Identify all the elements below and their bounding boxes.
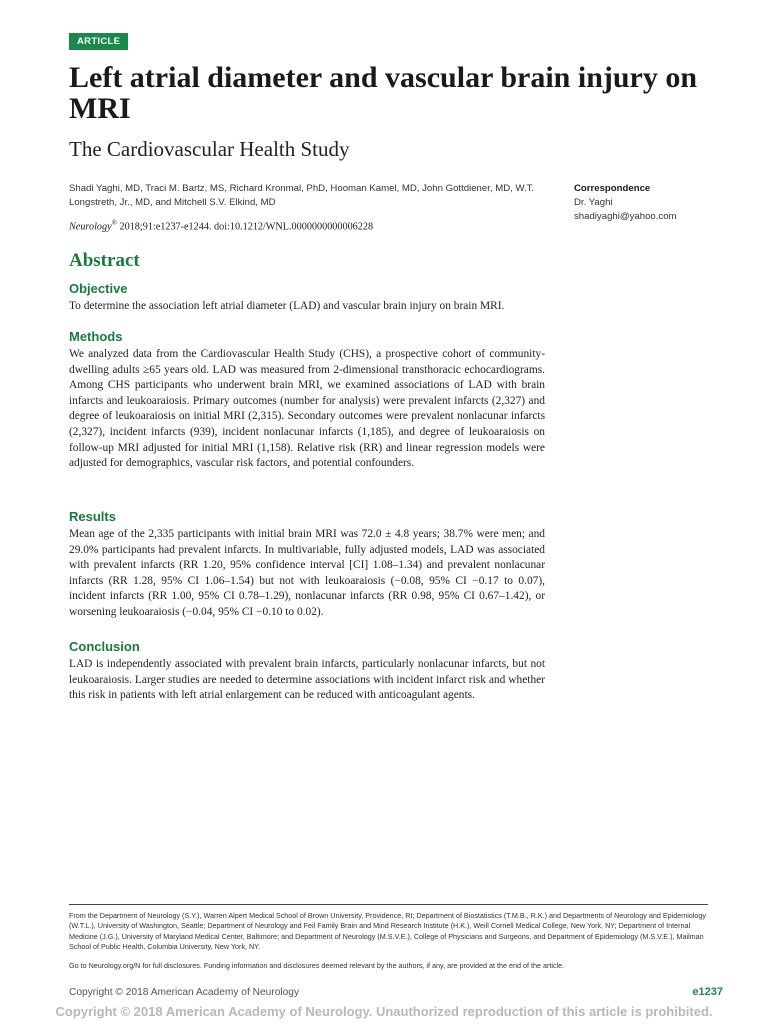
disclosure-note: Go to Neurology.org/N for full disclosures. Funding information and disclosures deemed relevant by the authors, if any, are provided at the end of the article.: [69, 961, 565, 970]
correspondence-email[interactable]: shadiyaghi@yahoo.com: [574, 211, 677, 222]
conclusion-section: [69, 639, 545, 704]
conclusion-heading: Conclusion: [69, 639, 140, 654]
author-list: Shadi Yaghi, MD, Traci M. Bartz, MS, Richard Kronmal, PhD, Hooman Kamel, MD, John Gottdiener, MD, W.T. Longstreth, Jr., MD, and Mitchell S.V. Elkind, MD: [69, 183, 535, 208]
objective-section: [69, 281, 545, 315]
correspondence-block: [574, 182, 724, 224]
journal-name: Neurology: [69, 221, 112, 233]
registered-mark: ®: [111, 219, 117, 227]
correspondence-label: Correspondence: [574, 183, 651, 194]
results-text: Mean age of the 2,335 participants with initial brain MRI was 72.0 ± 4.8 years; 38.7% were men; and 29.0% participants had prevalent infarcts. In multivariable, fully adjusted models, LAD was associated with prevalent infarcts (RR 1.20, 95% confidence interval [CI] 1.08–1.34) and prevalent nonlacunar infarcts (RR 1.28, 95% CI 1.06–1.54) but not with leukoaraiosis (−0.08, 95% CI −0.17 to 0.07), incident infarcts (RR 1.00, 95% CI 0.78–1.29), nonlacunar infarcts (RR 0.98, 95% CI 0.67–1.42), or worsening leukoaraiosis (−0.04, 95% CI −0.10 to 0.02).: [69, 528, 545, 618]
abstract-heading: Abstract: [69, 250, 140, 271]
results-section: [69, 509, 545, 621]
article-type-badge: ARTICLE: [69, 33, 128, 50]
copyright-notice: Copyright © 2018 American Academy of Neurology: [69, 987, 300, 998]
citation: [69, 219, 373, 232]
page-number: e1237: [692, 986, 723, 998]
article-title: Left atrial diameter and vascular brain injury on MRI: [69, 61, 698, 125]
methods-heading: Methods: [69, 329, 123, 344]
footer-divider: [69, 904, 708, 905]
affiliations: From the Department of Neurology (S.Y.), Warren Alpert Medical School of Brown University, Providence, RI; Department of Biostatistics (T.M.B., R.K.) and Departments of Neurology and Epidemiology (W.T.L.), University of Washington, Seattle; Department of Neurology and Feil Family Brain and Mind Research Institute (H.K.), Weill Cornell Medical College, New York, NY; Department of Internal Medicine (J.G.), University of Maryland Medical Center, Baltimore; and Department of Neurology (M.S.V.E.), College of Physicians and Surgeons, and Department of Epidemiology (M.S.V.E.), Mailman School of Public Health, Columbia University, New York, NY.: [69, 911, 707, 952]
objective-heading: Objective: [69, 281, 128, 296]
objective-text: To determine the association left atrial diameter (LAD) and vascular brain injury on brain MRI.: [69, 300, 505, 312]
correspondence-name: Dr. Yaghi: [574, 197, 613, 208]
citation-details: 2018;91:e1237-e1244. doi:10.1212/WNL.0000000000006228: [116, 221, 374, 233]
results-heading: Results: [69, 509, 116, 524]
copyright-watermark: Copyright © 2018 American Academy of Neurology. Unauthorized reproduction of this article is prohibited.: [55, 1004, 713, 1019]
methods-text: We analyzed data from the Cardiovascular Health Study (CHS), a prospective cohort of community-dwelling adults ≥65 years old. LAD was measured from 2-dimensional transthoracic echocardiograms. Among CHS participants who underwent brain MRI, we examined associations of LAD with brain infarcts and leukoaraiosis. Primary outcomes (number for analysis) were prevalent infarcts (2,327) and degree of leukoaraiosis on initial MRI (2,315). Secondary outcomes were prevalent nonlacunar infarcts (2,327), incident infarcts (939), incident nonlacunar infarcts (1,185), and degree of leukoaraiosis on follow-up MRI adjusted for initial MRI (1,158). Relative risk (RR) and linear regression models were adjusted for demographics, vascular risk factors, and potential confounders.: [69, 348, 545, 470]
article-subtitle: The Cardiovascular Health Study: [69, 137, 350, 161]
methods-section: [69, 329, 545, 472]
conclusion-text: LAD is independently associated with prevalent brain infarcts, particularly nonlacunar infarcts, but not leukoaraiosis. Larger studies are needed to determine associations with incident infarct risk and whether this risk in patients with left atrial enlargement can be reduced with anticoagulant agents.: [69, 658, 545, 702]
